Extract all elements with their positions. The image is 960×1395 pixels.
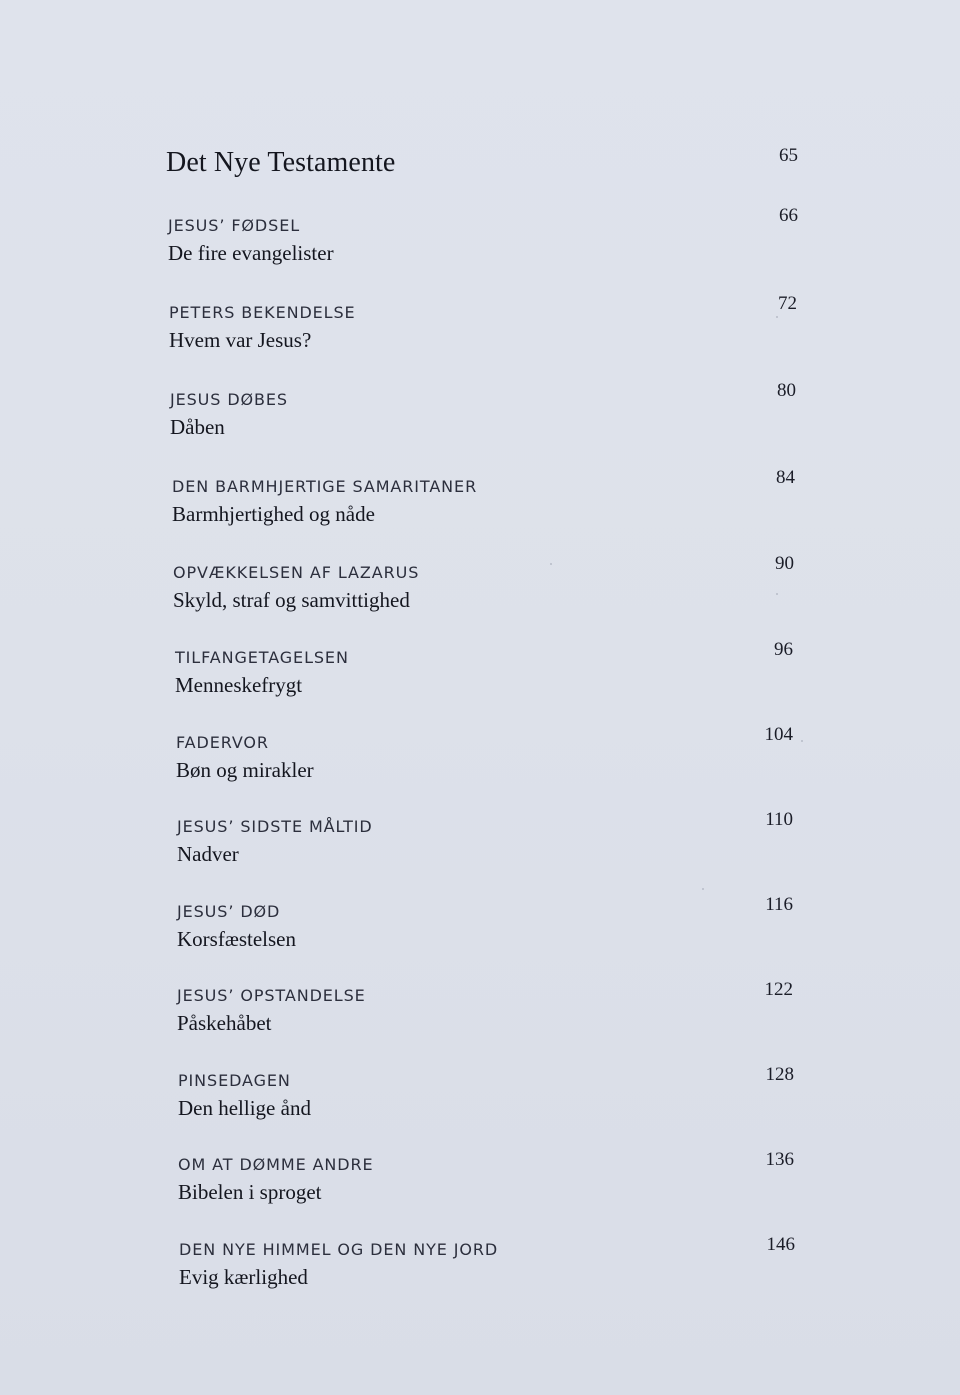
paper-speck — [776, 593, 778, 595]
toc-entry — [176, 733, 816, 803]
toc-entry-heading: JESUS DØBES — [170, 390, 288, 409]
toc-entry-page-number: 104 — [764, 724, 793, 745]
toc-entry-subtitle: Hvem var Jesus? — [169, 328, 312, 352]
toc-entry-heading: JESUS’ SIDSTE MÅLTID — [177, 817, 373, 836]
toc-entry-subtitle: Den hellige ånd — [178, 1096, 311, 1120]
toc-entry-subtitle: Menneskefrygt — [175, 673, 303, 697]
section-page-number: 65 — [779, 145, 798, 166]
toc-entry-heading: DEN NYE HIMMEL OG DEN NYE JORD — [179, 1240, 499, 1259]
toc-entry-subtitle: Bibelen i sproget — [178, 1180, 322, 1204]
toc-entry-page-number: 90 — [775, 553, 794, 574]
toc-entry — [179, 1240, 819, 1310]
paper-speck — [801, 740, 803, 742]
toc-entry-heading: TILFANGETAGELSEN — [175, 648, 349, 667]
toc-entry-subtitle: Nadver — [177, 842, 239, 866]
toc-entry-subtitle: De fire evangelister — [168, 241, 334, 265]
toc-entry-heading: PETERS BEKENDELSE — [169, 303, 356, 322]
toc-entry-page-number: 80 — [777, 380, 796, 401]
toc-entry-subtitle: Bøn og mirakler — [176, 758, 314, 782]
toc-entry — [175, 648, 815, 718]
toc-entry — [177, 817, 817, 887]
paper-speck — [702, 888, 704, 890]
toc-entry — [173, 563, 813, 633]
toc-entry — [169, 303, 809, 373]
paper-speck — [550, 563, 552, 565]
toc-entry-subtitle: Evig kærlighed — [179, 1265, 308, 1289]
toc-entry — [170, 390, 810, 460]
toc-entry-page-number: 96 — [774, 639, 793, 660]
toc-entry-page-number: 66 — [779, 205, 798, 226]
toc-entry-page-number: 84 — [776, 467, 795, 488]
toc-entry — [178, 1155, 818, 1225]
toc-entry-subtitle: Dåben — [170, 415, 225, 439]
toc-entry-heading: JESUS’ DØD — [177, 902, 281, 921]
toc-entry — [177, 986, 817, 1056]
toc-entry-heading: OPVÆKKELSEN AF LAZARUS — [173, 563, 420, 582]
toc-entry-heading: PINSEDAGEN — [178, 1071, 291, 1090]
toc-entry-heading: DEN BARMHJERTIGE SAMARITANER — [172, 477, 478, 496]
toc-entry-page-number: 110 — [765, 809, 793, 830]
toc-entry-subtitle: Skyld, straf og samvittighed — [173, 588, 410, 612]
toc-entry — [172, 477, 812, 547]
toc-entry-subtitle: Barmhjertighed og nåde — [172, 502, 375, 526]
toc-entry-page-number: 122 — [764, 979, 793, 1000]
toc-entry-page-number: 136 — [765, 1149, 794, 1170]
toc-entry — [178, 1071, 818, 1141]
toc-entry-heading: FADERVOR — [176, 733, 269, 752]
toc-entry-page-number: 116 — [765, 894, 793, 915]
toc-entry-heading: JESUS’ OPSTANDELSE — [177, 986, 366, 1005]
toc-entry-subtitle: Korsfæstelsen — [177, 927, 296, 951]
toc-entry-page-number: 146 — [766, 1234, 795, 1255]
toc-entry — [177, 902, 817, 972]
toc-entry-heading: OM AT DØMME ANDRE — [178, 1155, 374, 1174]
paper-speck — [776, 316, 778, 318]
toc-entry-page-number: 72 — [778, 293, 797, 314]
toc-entry-page-number: 128 — [765, 1064, 794, 1085]
toc-entry-heading: JESUS’ FØDSEL — [168, 216, 301, 235]
toc-entry — [168, 216, 808, 286]
toc-entry-subtitle: Påskehåbet — [177, 1011, 272, 1035]
section-title: Det Nye Testamente — [166, 147, 396, 178]
